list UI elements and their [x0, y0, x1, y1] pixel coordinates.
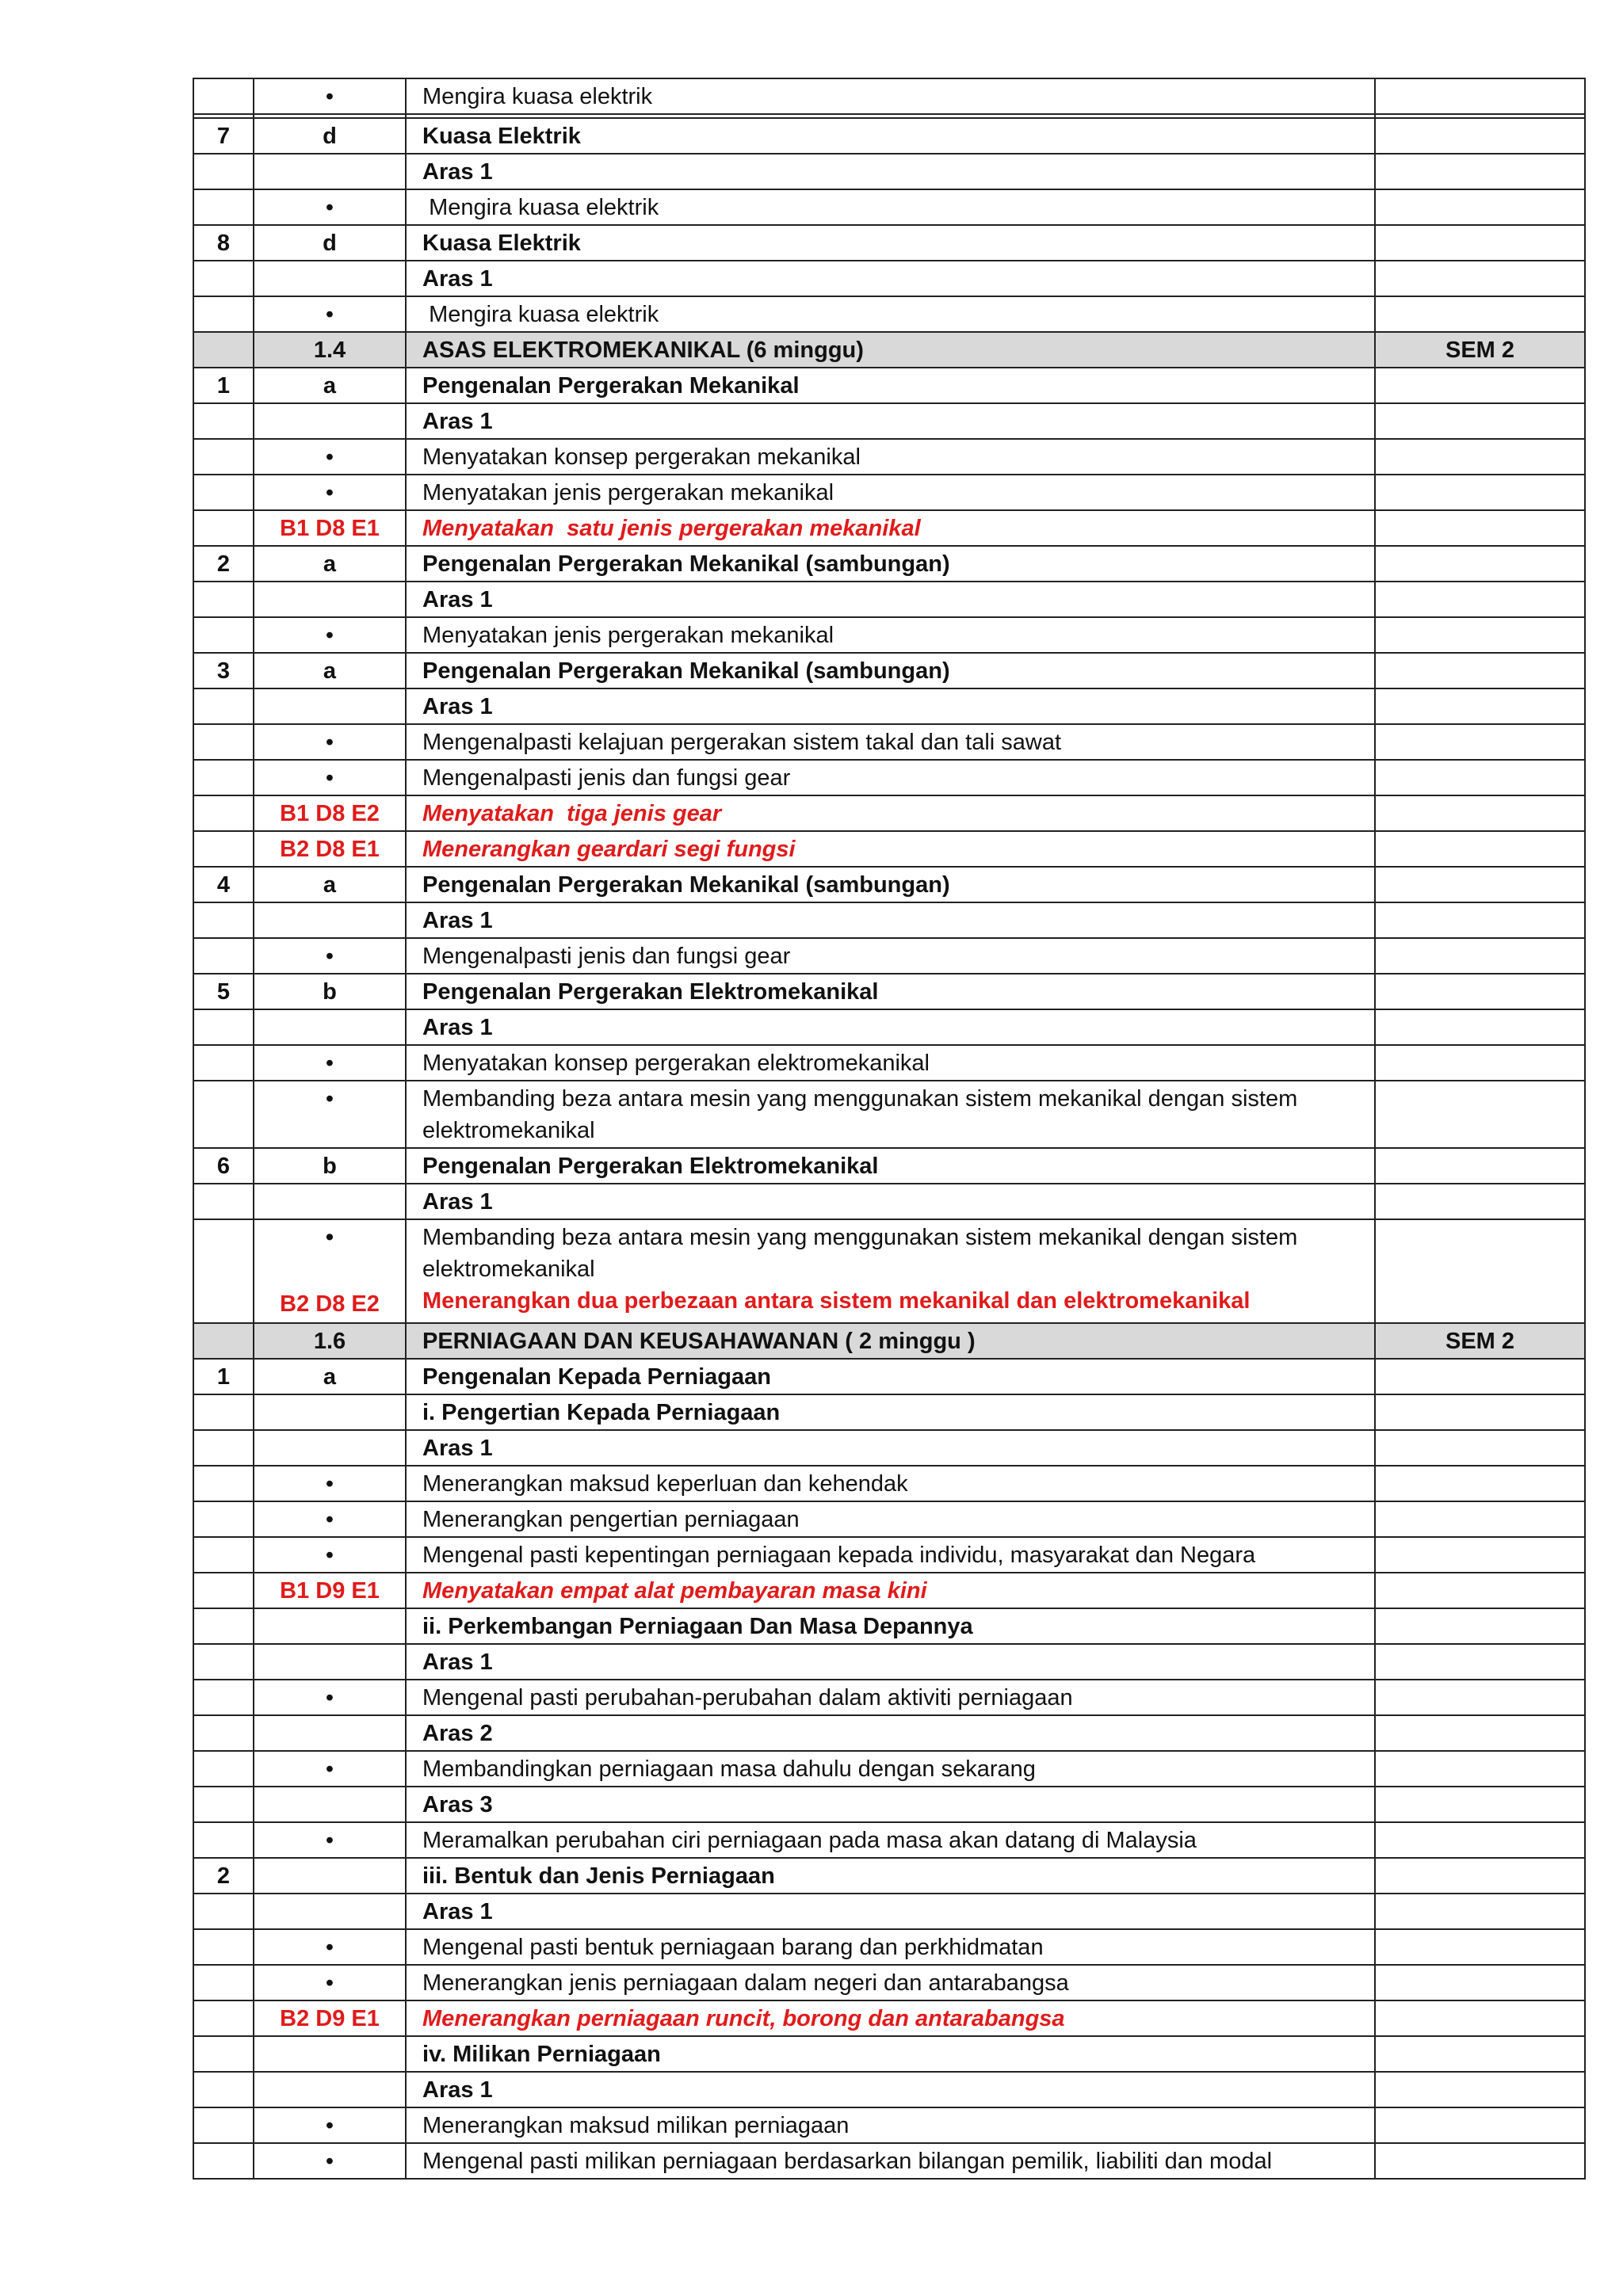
week-number-cell [193, 403, 254, 439]
topic-cell: Aras 1 [406, 902, 1375, 938]
table-row [193, 2000, 1585, 2036]
assessment-code: B2 D9 E1 [254, 2000, 406, 2036]
subtopic-cell [254, 1608, 406, 1644]
table-row [193, 510, 1585, 546]
semester-cell [1375, 1501, 1585, 1537]
subtopic-cell: a [254, 1359, 406, 1394]
bullet-icon: • [254, 1680, 406, 1715]
semester-cell [1375, 2107, 1585, 2143]
week-number-cell [193, 938, 254, 974]
week-number-cell [193, 1184, 254, 1219]
topic-cell: Pengenalan Pergerakan Mekanikal (sambungan) [406, 867, 1375, 902]
semester-cell [1375, 760, 1585, 795]
subtopic-cell [254, 1184, 406, 1219]
table-row [193, 1466, 1585, 1501]
table-row [193, 368, 1585, 403]
table-row [193, 2107, 1585, 2143]
subtopic-cell: b [254, 974, 406, 1009]
semester-cell [1375, 2143, 1585, 2179]
week-number-cell: 2 [193, 1858, 254, 1894]
topic-cell: Menyatakan konsep pergerakan elektromekanikal [406, 1045, 1375, 1081]
table-row [193, 475, 1585, 510]
week-number-cell: 5 [193, 974, 254, 1009]
topic-cell: Aras 1 [406, 688, 1375, 724]
semester-cell [1375, 1680, 1585, 1715]
table-row [193, 261, 1585, 296]
semester-cell [1375, 403, 1585, 439]
week-number-cell [193, 1045, 254, 1081]
week-number-cell [193, 1430, 254, 1466]
table-row [193, 1081, 1585, 1148]
semester-cell [1375, 867, 1585, 902]
bullet-icon: • [254, 1929, 406, 1965]
table-row [193, 1965, 1585, 2000]
semester-cell [1375, 831, 1585, 867]
topic-cell: ii. Perkembangan Perniagaan Dan Masa Depannya [406, 1608, 1375, 1644]
bullet-icon: • [254, 724, 406, 760]
semester-cell [1375, 1219, 1585, 1323]
topic-cell: Mengenal pasti milikan perniagaan berdasarkan bilangan pemilik, liabiliti dan modal [406, 2143, 1375, 2179]
topic-cell: Aras 1 [406, 2072, 1375, 2107]
bullet-icon: • [254, 1045, 406, 1081]
bullet-icon: • [254, 1822, 406, 1858]
semester-cell [1375, 1751, 1585, 1787]
semester-cell [1375, 1894, 1585, 1929]
table-row [193, 1644, 1585, 1680]
subtopic-cell [254, 582, 406, 617]
subtopic-cell [254, 2036, 406, 2072]
table-row [193, 760, 1585, 795]
topic-cell: Aras 1 [406, 1894, 1375, 1929]
topic-cell: i. Pengertian Kepada Perniagaan [406, 1394, 1375, 1430]
section-header-row [193, 332, 1585, 368]
topic-cell: Aras 1 [406, 1430, 1375, 1466]
semester-cell [1375, 118, 1585, 154]
week-number-cell [193, 2143, 254, 2179]
topic-cell: Pengenalan Pergerakan Mekanikal [406, 368, 1375, 403]
week-number-cell [193, 1501, 254, 1537]
week-number-cell [193, 2036, 254, 2072]
semester-cell [1375, 1430, 1585, 1466]
section-title: ASAS ELEKTROMEKANIKAL (6 minggu) [406, 332, 1375, 368]
topic-cell: Aras 1 [406, 261, 1375, 296]
week-number-cell [193, 1715, 254, 1751]
week-number-cell [193, 760, 254, 795]
week-number-cell [193, 617, 254, 653]
table-row [193, 795, 1585, 831]
week-number-cell [193, 1537, 254, 1573]
bullet-icon: • [254, 296, 406, 332]
assessment-code: B1 D8 E2 [254, 795, 406, 831]
semester-cell [1375, 1965, 1585, 2000]
section-header-row [193, 1323, 1585, 1359]
semester-cell [1375, 189, 1585, 225]
semester-cell [1375, 2000, 1585, 2036]
week-number-cell [193, 1965, 254, 2000]
topic-cell: Aras 1 [406, 154, 1375, 189]
subtopic-cell: a [254, 867, 406, 902]
week-number-cell [193, 724, 254, 760]
subtopic-cell: d [254, 225, 406, 261]
semester-cell [1375, 225, 1585, 261]
topic-cell: Aras 1 [406, 1009, 1375, 1045]
week-number-cell [193, 1081, 254, 1148]
bullet-icon: • [254, 475, 406, 510]
subtopic-cell [254, 1858, 406, 1894]
semester-cell [1375, 1184, 1585, 1219]
week-number-cell [193, 795, 254, 831]
week-number-cell [193, 1680, 254, 1715]
week-number-cell [193, 1394, 254, 1430]
week-number-cell [193, 510, 254, 546]
bullet-icon: • [254, 189, 406, 225]
topic-cell: Menerangkan jenis perniagaan dalam negeri dan antarabangsa [406, 1965, 1375, 2000]
subtopic-cell: d [254, 118, 406, 154]
topic-cell: Menerangkan pengertian perniagaan [406, 1501, 1375, 1537]
table-row [193, 2143, 1585, 2179]
subtopic-cell [254, 1394, 406, 1430]
assessment-code: B2 D8 E2 [280, 1291, 380, 1317]
table-row [193, 1894, 1585, 1929]
table-row [193, 1148, 1585, 1184]
semester-cell [1375, 938, 1585, 974]
table-row [193, 2036, 1585, 2072]
table-row [193, 1009, 1585, 1045]
semester-cell [1375, 1537, 1585, 1573]
subtopic-cell: 1.6 [254, 1323, 406, 1359]
subtopic-cell: 1.4 [254, 332, 406, 368]
table-row [193, 1430, 1585, 1466]
semester-cell [1375, 439, 1585, 475]
subtopic-cell [254, 1219, 406, 1323]
semester-cell [1375, 688, 1585, 724]
week-number-cell: 3 [193, 653, 254, 688]
bullet-icon: • [254, 439, 406, 475]
topic-cell: Menerangkan maksud milikan perniagaan [406, 2107, 1375, 2143]
semester-cell [1375, 475, 1585, 510]
table-row [193, 546, 1585, 582]
week-number-cell: 8 [193, 225, 254, 261]
table-row [193, 1501, 1585, 1537]
topic-cell: iii. Bentuk dan Jenis Perniagaan [406, 1858, 1375, 1894]
assessment-objective-text: Menyatakan empat alat pembayaran masa kini [406, 1573, 1375, 1608]
week-number-cell [193, 78, 254, 114]
table-row [193, 225, 1585, 261]
topic-cell: Mengenalpasti kelajuan pergerakan sistem takal dan tali sawat [406, 724, 1375, 760]
week-number-cell [193, 1608, 254, 1644]
week-number-cell: 1 [193, 368, 254, 403]
assessment-objective-text: Menerangkan perniagaan runcit, borong dan antarabangsa [406, 2000, 1375, 2036]
bullet-icon: • [254, 617, 406, 653]
subtopic-cell: a [254, 653, 406, 688]
week-number-cell [193, 1219, 254, 1323]
week-number-cell [193, 582, 254, 617]
week-number-cell [193, 1929, 254, 1965]
assessment-objective-text: Menerangkan dua perbezaan antara sistem mekanikal dan elektromekanikal [422, 1288, 1251, 1314]
topic-cell: Meramalkan perubahan ciri perniagaan pada masa akan datang di Malaysia [406, 1822, 1375, 1858]
table-row [193, 1184, 1585, 1219]
syllabus-table [193, 78, 1586, 2180]
semester-cell [1375, 261, 1585, 296]
table-row [193, 2072, 1585, 2107]
table-row [193, 1680, 1585, 1715]
table-row [193, 831, 1585, 867]
table-row [193, 1715, 1585, 1751]
week-number-cell [193, 154, 254, 189]
semester-cell [1375, 902, 1585, 938]
subtopic-cell: a [254, 368, 406, 403]
week-number-cell: 6 [193, 1148, 254, 1184]
week-number-cell [193, 2072, 254, 2107]
table-row [193, 1359, 1585, 1394]
topic-cell: Mengenal pasti bentuk perniagaan barang dan perkhidmatan [406, 1929, 1375, 1965]
topic-cell: Menyatakan jenis pergerakan mekanikal [406, 475, 1375, 510]
week-number-cell: 2 [193, 546, 254, 582]
table-row [193, 1045, 1585, 1081]
semester-cell [1375, 1359, 1585, 1394]
table-row [193, 974, 1585, 1009]
week-number-cell: 4 [193, 867, 254, 902]
bullet-icon: • [254, 1751, 406, 1787]
table-row [193, 1929, 1585, 1965]
week-number-cell [193, 1751, 254, 1787]
semester-cell [1375, 1394, 1585, 1430]
table-row [193, 1608, 1585, 1644]
week-number-cell [193, 1894, 254, 1929]
topic-cell: Mengenal pasti kepentingan perniagaan kepada individu, masyarakat dan Negara [406, 1537, 1375, 1573]
topic-cell: Mengira kuasa elektrik [406, 296, 1375, 332]
table-row [193, 1537, 1585, 1573]
bullet-icon: • [254, 1965, 406, 2000]
semester-cell [1375, 368, 1585, 403]
week-number-cell [193, 902, 254, 938]
topic-cell: Kuasa Elektrik [406, 225, 1375, 261]
semester-cell [1375, 1081, 1585, 1148]
table-row [193, 1787, 1585, 1822]
semester-cell [1375, 296, 1585, 332]
semester-cell: SEM 2 [1375, 1323, 1585, 1359]
bullet-icon: • [254, 938, 406, 974]
bullet-icon: • [325, 1225, 334, 1250]
table-row [193, 867, 1585, 902]
subtopic-cell [254, 2072, 406, 2107]
week-number-cell [193, 1787, 254, 1822]
semester-cell [1375, 154, 1585, 189]
table-row [193, 724, 1585, 760]
bullet-icon: • [254, 2107, 406, 2143]
assessment-objective-text: Menerangkan geardari segi fungsi [406, 831, 1375, 867]
semester-cell [1375, 1787, 1585, 1822]
table-row [193, 938, 1585, 974]
topic-cell: Aras 1 [406, 403, 1375, 439]
table-row [193, 1219, 1585, 1323]
topic-cell: Aras 2 [406, 1715, 1375, 1751]
week-number-cell: 7 [193, 118, 254, 154]
subtopic-cell [254, 1430, 406, 1466]
bullet-icon: • [254, 1466, 406, 1501]
semester-cell [1375, 653, 1585, 688]
topic-text: Membanding beza antara mesin yang menggunakan sistem mekanikal dengan sistem elektromekanikal [422, 1225, 1304, 1282]
table-row [193, 189, 1585, 225]
topic-cell: Pengenalan Pergerakan Mekanikal (sambungan) [406, 653, 1375, 688]
topic-cell: Pengenalan Pergerakan Elektromekanikal [406, 974, 1375, 1009]
semester-cell [1375, 582, 1585, 617]
week-number-cell [193, 189, 254, 225]
week-number-cell [193, 1009, 254, 1045]
week-number-cell [193, 1822, 254, 1858]
bullet-icon: • [254, 78, 406, 114]
assessment-code: B1 D9 E1 [254, 1573, 406, 1608]
topic-cell: Aras 1 [406, 1184, 1375, 1219]
table-row [193, 296, 1585, 332]
syllabus-page [193, 78, 1584, 2180]
table-row [193, 582, 1585, 617]
semester-cell [1375, 1715, 1585, 1751]
table-row [193, 439, 1585, 475]
week-number-cell [193, 688, 254, 724]
topic-cell: Mengenalpasti jenis dan fungsi gear [406, 938, 1375, 974]
topic-cell: Membanding beza antara mesin yang menggunakan sistem mekanikal dengan sistem elektromekanikal [406, 1081, 1375, 1148]
table-row [193, 1394, 1585, 1430]
topic-cell: Menyatakan konsep pergerakan mekanikal [406, 439, 1375, 475]
topic-cell: Menerangkan maksud keperluan dan kehendak [406, 1466, 1375, 1501]
assessment-code: B2 D8 E1 [254, 831, 406, 867]
topic-cell [406, 1219, 1375, 1323]
subtopic-cell [254, 261, 406, 296]
subtopic-cell: a [254, 546, 406, 582]
semester-cell [1375, 795, 1585, 831]
bullet-icon: • [254, 1081, 406, 1148]
subtopic-cell [254, 1644, 406, 1680]
week-number-cell [193, 439, 254, 475]
semester-cell [1375, 1822, 1585, 1858]
table-row [193, 1751, 1585, 1787]
semester-cell [1375, 1929, 1585, 1965]
topic-cell: Pengenalan Kepada Perniagaan [406, 1359, 1375, 1394]
subtopic-cell [254, 902, 406, 938]
week-number-cell [193, 261, 254, 296]
week-number-cell: 1 [193, 1359, 254, 1394]
table-row [193, 653, 1585, 688]
semester-cell [1375, 2036, 1585, 2072]
semester-cell [1375, 1573, 1585, 1608]
semester-cell [1375, 974, 1585, 1009]
assessment-code: B1 D8 E1 [254, 510, 406, 546]
semester-cell [1375, 1644, 1585, 1680]
subtopic-cell [254, 403, 406, 439]
table-row [193, 1822, 1585, 1858]
topic-cell: Mengira kuasa elektrik [406, 78, 1375, 114]
subtopic-cell: b [254, 1148, 406, 1184]
week-number-cell [193, 1573, 254, 1608]
semester-cell [1375, 78, 1585, 114]
subtopic-cell [254, 1715, 406, 1751]
topic-cell: Menyatakan jenis pergerakan mekanikal [406, 617, 1375, 653]
week-number-cell [193, 831, 254, 867]
assessment-objective-text: Menyatakan tiga jenis gear [406, 795, 1375, 831]
table-row [193, 902, 1585, 938]
table-row [193, 118, 1585, 154]
week-number-cell [193, 1323, 254, 1359]
week-number-cell [193, 1644, 254, 1680]
semester-cell [1375, 510, 1585, 546]
bullet-icon: • [254, 1501, 406, 1537]
subtopic-cell [254, 688, 406, 724]
table-row [193, 1573, 1585, 1608]
week-number-cell [193, 2000, 254, 2036]
topic-cell: Kuasa Elektrik [406, 118, 1375, 154]
semester-cell [1375, 1858, 1585, 1894]
topic-cell: Mengenal pasti perubahan-perubahan dalam aktiviti perniagaan [406, 1680, 1375, 1715]
topic-cell: Mengenalpasti jenis dan fungsi gear [406, 760, 1375, 795]
assessment-objective-text: Menyatakan satu jenis pergerakan mekanikal [406, 510, 1375, 546]
semester-cell [1375, 724, 1585, 760]
semester-cell [1375, 1148, 1585, 1184]
subtopic-cell [254, 1894, 406, 1929]
table-row [193, 1858, 1585, 1894]
semester-cell [1375, 1466, 1585, 1501]
table-row [193, 78, 1585, 114]
topic-cell: Aras 3 [406, 1787, 1375, 1822]
week-number-cell [193, 332, 254, 368]
bullet-icon: • [254, 2143, 406, 2179]
topic-cell: Mengira kuasa elektrik [406, 189, 1375, 225]
week-number-cell [193, 2107, 254, 2143]
subtopic-cell [254, 154, 406, 189]
bullet-icon: • [254, 1537, 406, 1573]
table-row [193, 688, 1585, 724]
semester-cell [1375, 546, 1585, 582]
subtopic-cell [254, 1009, 406, 1045]
semester-cell: SEM 2 [1375, 332, 1585, 368]
table-row [193, 403, 1585, 439]
subtopic-cell [254, 1787, 406, 1822]
semester-cell [1375, 617, 1585, 653]
topic-cell: Aras 1 [406, 582, 1375, 617]
semester-cell [1375, 1045, 1585, 1081]
section-title: PERNIAGAAN DAN KEUSAHAWANAN ( 2 minggu ) [406, 1323, 1375, 1359]
semester-cell [1375, 1009, 1585, 1045]
table-row [193, 617, 1585, 653]
topic-cell: Pengenalan Pergerakan Mekanikal (sambungan) [406, 546, 1375, 582]
table-row [193, 154, 1585, 189]
topic-cell: Pengenalan Pergerakan Elektromekanikal [406, 1148, 1375, 1184]
topic-cell: iv. Milikan Perniagaan [406, 2036, 1375, 2072]
bullet-icon: • [254, 760, 406, 795]
topic-cell: Membandingkan perniagaan masa dahulu dengan sekarang [406, 1751, 1375, 1787]
topic-cell: Aras 1 [406, 1644, 1375, 1680]
week-number-cell [193, 296, 254, 332]
week-number-cell [193, 1466, 254, 1501]
semester-cell [1375, 1608, 1585, 1644]
week-number-cell [193, 475, 254, 510]
semester-cell [1375, 2072, 1585, 2107]
